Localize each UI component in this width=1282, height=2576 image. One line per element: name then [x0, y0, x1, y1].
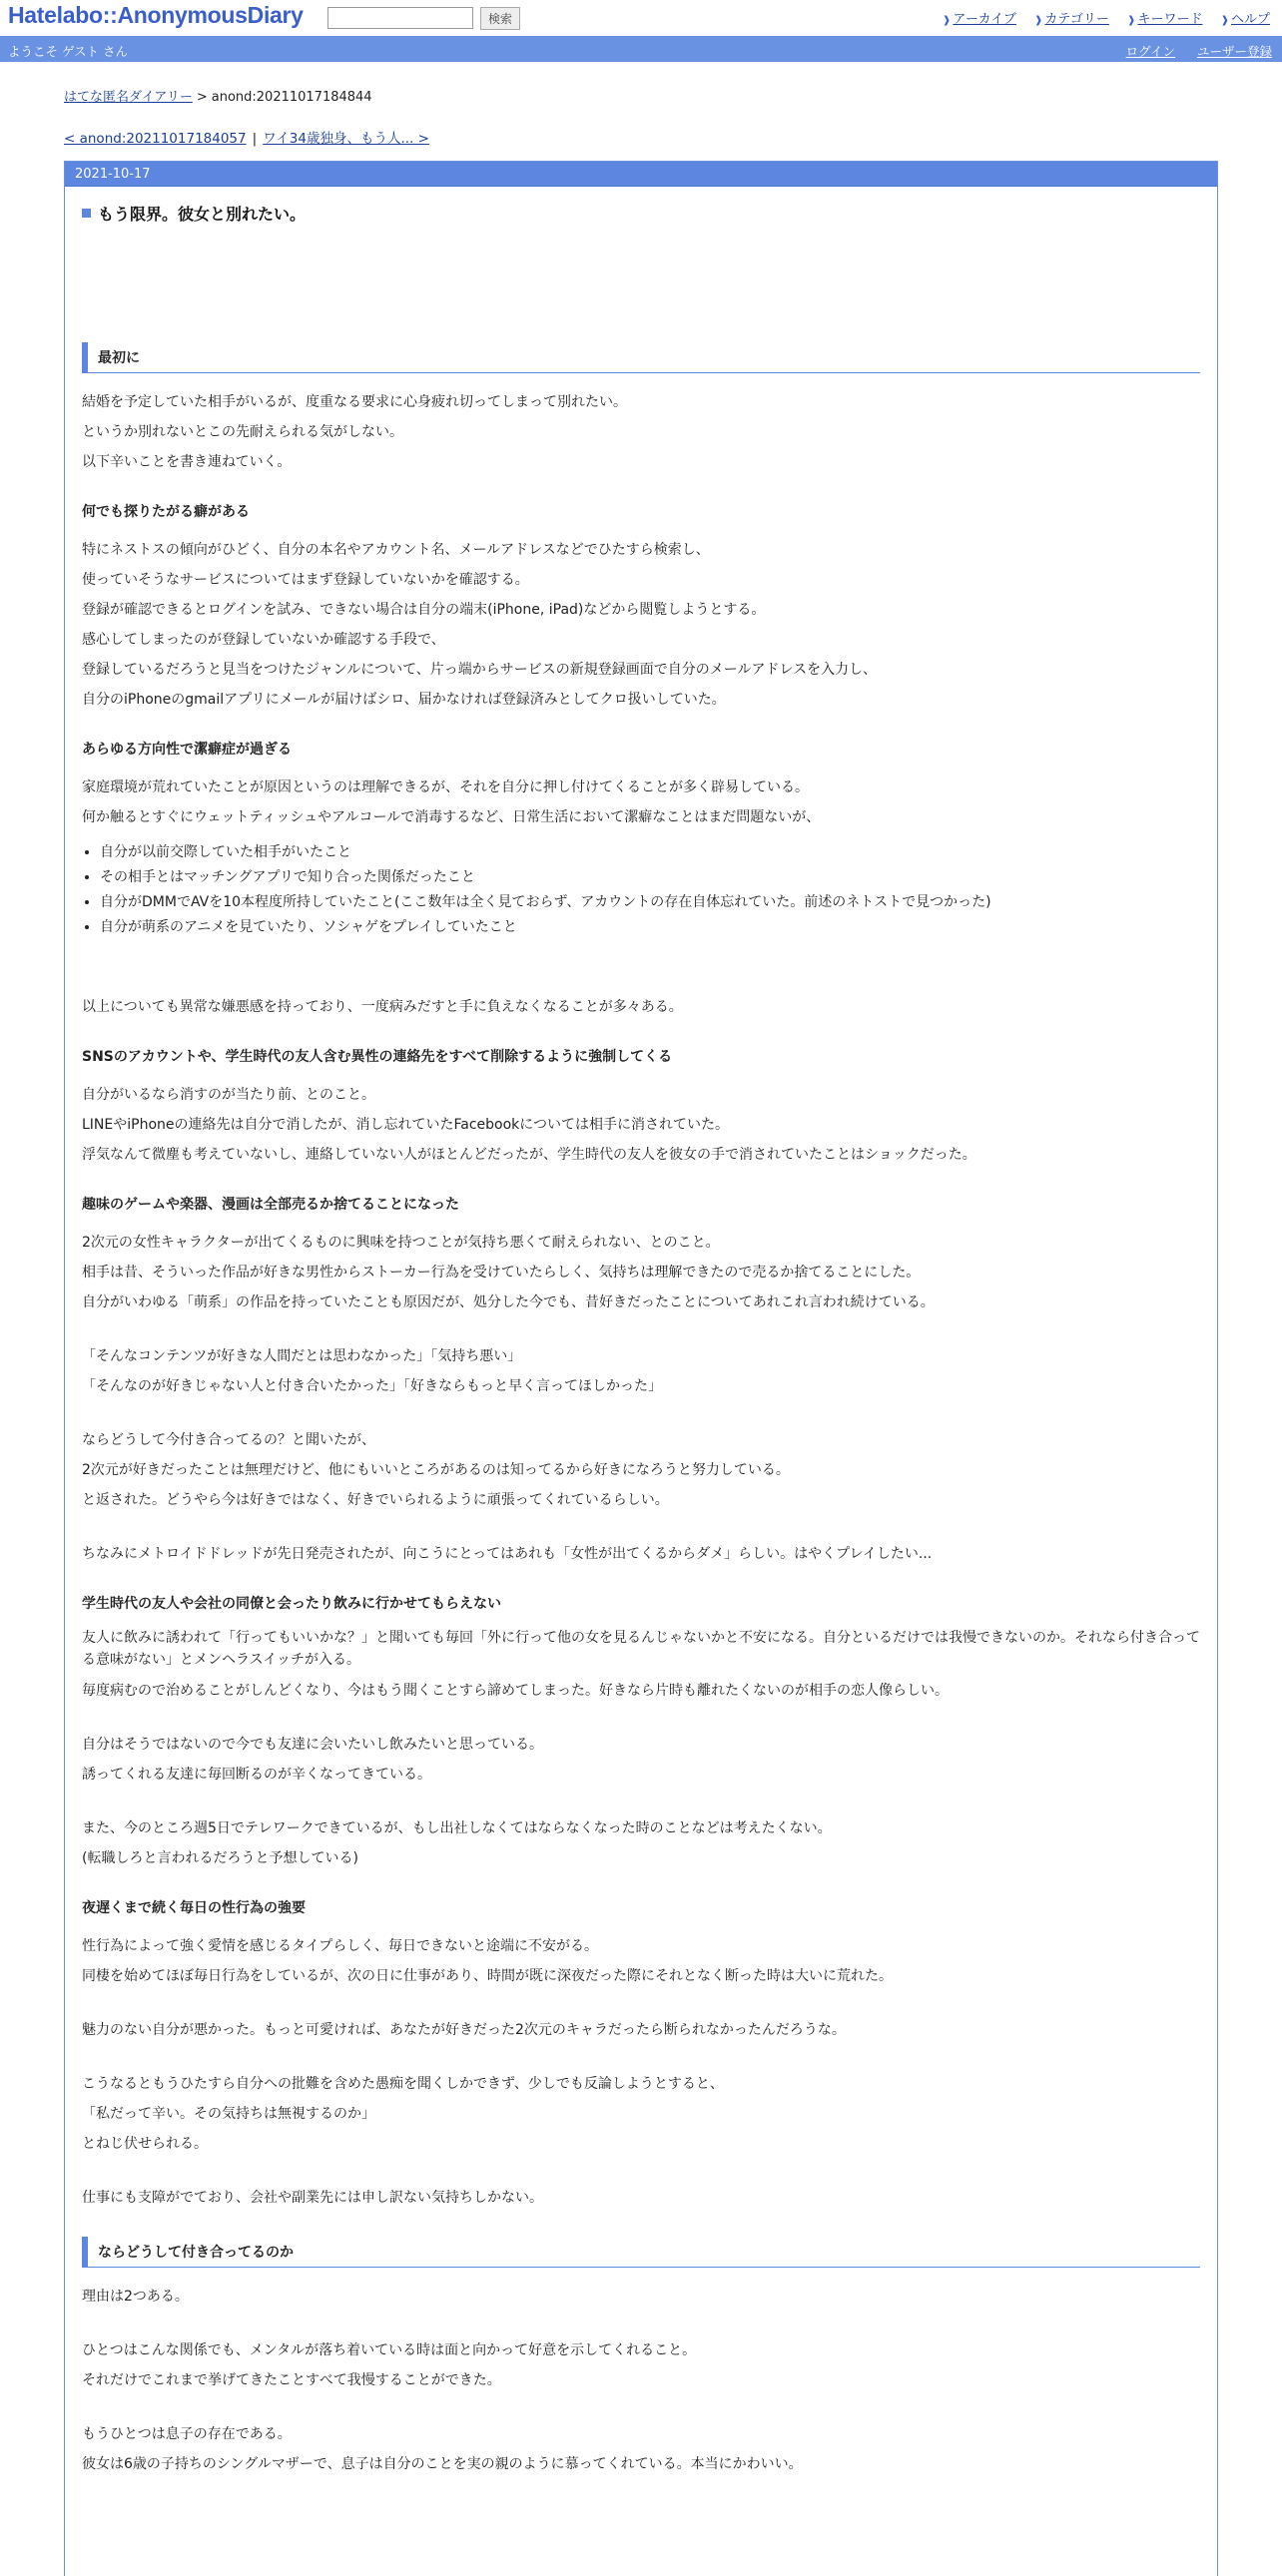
breadcrumb-home-link[interactable]: はてな匿名ダイアリー [64, 90, 193, 105]
paragraph: 以下辛いことを書き連ねていく。 [82, 454, 292, 470]
banner [0, 0, 1282, 36]
paragraph: 同棲を始めてほぼ毎日行為をしているが、次の日に仕事があり、時間が既に深夜だった際にそれとなく断った時は大いに荒れた。 [82, 1968, 893, 1984]
paragraph: 魅力のない自分が悪かった。もっと可愛ければ、あなたが好きだった2次元のキャラだったら断られなかったんだろうな。 [82, 2022, 846, 2038]
heading-snoop: 何でも探りたがる癖がある [82, 504, 250, 520]
breadcrumb [64, 86, 372, 105]
heading-friends: 学生時代の友人や会社の同僚と会ったり飲みに行かせてもらえない [82, 1596, 501, 1612]
paragraph: もうひとつは息子の存在である。 [82, 2426, 292, 2442]
paragraph: また、今のところ週5日でテレワークできているが、もし出社しなくてはならなくなった時のことなどは考えたくない。 [82, 1820, 832, 1836]
prev-entry-link[interactable]: < anond:20211017184057 [64, 131, 247, 147]
heading-night: 夜遅くまで続く毎日の性行為の強要 [82, 1900, 306, 1916]
paragraph: 浮気なんて微塵も考えていないし、連絡していない人がほとんどだったが、学生時代の友人を彼女の手で消されていたことはショックだった。 [82, 1147, 976, 1163]
heading-first: 最初に [82, 342, 1200, 373]
paragraph: 毎度病むので治めることがしんどくなり、今はもう聞くことすら諦めてしまった。好きなら片時も離れたくないのが相手の恋人像らしい。 [82, 1683, 949, 1699]
paragraph: 「そんなのが好きじゃない人と付き合いたかった」「好きならもっと早く言ってほしかった」 [82, 1378, 662, 1394]
paragraph: 仕事にも支障がでており、会社や副業先には申し訳ない気持ちしかない。 [82, 2190, 543, 2206]
paragraph: 2次元が好きだったことは無理だけど、他にもいいところがあるのは知ってるから好きになろうと努力している。 [82, 1462, 790, 1478]
paragraph: 登録が確認できるとログインを試み、できない場合は自分の端末(iPhone, iPad)などから閲覧しようとする。 [82, 602, 766, 618]
entry-title [82, 202, 1200, 225]
paragraph: 「そんなコンテンツが好きな人間だとは思わなかった」「気持ち悪い」 [82, 1348, 522, 1364]
permalink-square-icon[interactable] [82, 209, 91, 218]
chevron-right-icon: ❱ [1034, 15, 1043, 26]
paragraph: 何か触るとすぐにウェットティッシュやアルコールで消毒するなど、日常生活において潔癖なことはまだ問題ないが、 [82, 809, 821, 825]
paragraph: 感心してしまったのが登録していないか確認する手段で、 [82, 632, 445, 648]
paragraph: 自分はそうではないので今でも友達に会いたいし飲みたいと思っている。 [82, 1737, 543, 1753]
entry-section [65, 202, 1217, 2479]
paragraph: 友人に飲みに誘われて「行ってもいいかな？」と聞いても毎回「外に行って他の女を見るんじゃないかと不安になる。自分といるだけでは我慢できないのか。それなら付き合ってる意味がない」とメンヘラスイッチが入る。 [82, 1630, 1200, 1668]
chevron-right-icon: ❱ [1220, 15, 1229, 26]
paragraph: というか別れないとこの先耐えられる気がしない。 [82, 424, 403, 440]
paragraph: 性行為によって強く愛情を感じるタイプらしく、毎日できないと途端に不安がる。 [82, 1938, 599, 1954]
pager [64, 127, 429, 147]
paragraph: こうなるともうひたすら自分への批難を含めた愚痴を聞くしかできず、少しでも反論しようとすると、 [82, 2076, 724, 2092]
heading-clean: あらゆる方向性で潔癖症が過ぎる [82, 742, 292, 758]
paragraph: 結婚を予定していた相手がいるが、度重なる要求に心身疲れ切ってしまって別れたい。 [82, 394, 627, 410]
login-link[interactable]: ログイン [1125, 44, 1175, 59]
nav-keyword-link[interactable]: キーワード [1137, 12, 1203, 27]
list-item: • 自分がDMMでAVを10本程度所持していたこと(ここ数年は全く見ておらず、アカウントの存在自体忘れていた。前述のネトストで見つかった) [100, 890, 1200, 915]
paragraph: 彼女は6歳の子持ちのシングルマザーで、息子は自分のことを実の親のように慕ってくれている。本当にかわいい。 [82, 2456, 803, 2472]
diary-day [64, 161, 1218, 2576]
list-item: • 自分が以前交際していた相手がいたこと [100, 840, 1200, 865]
chevron-right-icon: ❱ [1127, 15, 1136, 26]
list-item: • 自分が萌系のアニメを見ていたり、ソシャゲをプレイしていたこと [100, 915, 1200, 940]
pager-separator: | [252, 131, 258, 147]
paragraph: 自分がいわゆる「萌系」の作品を持っていたことも原因だが、処分した今でも、昔好きだったことについてあれこれ言われ続けている。 [82, 1294, 935, 1310]
paragraph: と返された。どうやら今は好きではなく、好きでいられるように頑張ってくれているらしい。 [82, 1492, 669, 1508]
paragraph: 自分のiPhoneのgmailアプリにメールが届けばシロ、届かなければ登録済みとしてクロ扱いしていた。 [82, 692, 726, 708]
welcome-text: ようこそ ゲスト さん [8, 44, 128, 59]
heading-hobby: 趣味のゲームや楽器、漫画は全部売るか捨てることになった [82, 1197, 459, 1213]
nav-help-link[interactable]: ヘルプ [1230, 12, 1270, 27]
search-button[interactable]: 検索 [480, 7, 520, 30]
site-logo[interactable]: Hatelabo::AnonymousDiary [8, 2, 304, 28]
paragraph: 特にネストスの傾向がひどく、自分の本名やアカウント名、メールアドレスなどでひたすら検索し、 [82, 542, 710, 558]
heading-why: ならどうして付き合ってるのか [82, 2237, 1200, 2268]
paragraph: 使っていそうなサービスについてはまず登録していないかを確認する。 [82, 572, 529, 588]
list-item: • その相手とはマッチングアプリで知り合った関係だったこと [100, 865, 1200, 890]
paragraph: それだけでこれまで挙げてきたことすべて我慢することができた。 [82, 2372, 501, 2388]
paragraph: ちなみにメトロイドドレッドが先日発売されたが、向こうにとってはあれも「女性が出てくるからダメ」らしい。はやくプレイしたい... [82, 1546, 933, 1562]
paragraph: LINEやiPhoneの連絡先は自分で消したが、消し忘れていたFacebookについては相手に消されていた。 [82, 1117, 730, 1133]
top-nav [929, 8, 1270, 27]
paragraph: 「私だって辛い。その気持ちは無視するのか」 [82, 2106, 375, 2122]
breadcrumb-current: anond:20211017184844 [211, 90, 372, 105]
breadcrumb-separator: > [196, 90, 208, 105]
nav-archive-link[interactable]: アーカイブ [953, 12, 1016, 27]
clean-list [82, 840, 1200, 940]
paragraph: 理由は2つある。 [82, 2289, 189, 2305]
chevron-right-icon: ❱ [942, 15, 952, 26]
paragraph: 家庭環境が荒れていたことが原因というのは理解できるが、それを自分に押し付けてくることが多く辟易している。 [82, 779, 809, 795]
paragraph: 誘ってくれる友達に毎回断るのが辛くなってきている。 [82, 1767, 431, 1783]
nav-category-link[interactable]: カテゴリー [1044, 12, 1109, 27]
paragraph: 2次元の女性キャラクターが出てくるものに興味を持つことが気持ち悪くて耐えられない、とのこと。 [82, 1235, 720, 1251]
paragraph: (転職しろと言われるだろうと予想している) [82, 1850, 358, 1866]
paragraph: 登録しているだろうと見当をつけたジャンルについて、片っ端からサービスの新規登録画面で自分のメールアドレスを入力し、 [82, 662, 878, 678]
paragraph: とねじ伏せられる。 [82, 2136, 208, 2152]
paragraph: ひとつはこんな関係でも、メンタルが落ち着いている時は面と向かって好意を示してくれること。 [82, 2342, 697, 2358]
heading-sns: SNSのアカウントや、学生時代の友人含む異性の連絡先をすべて削除するように強制してくる [82, 1049, 673, 1065]
paragraph: 自分がいるなら消すのが当たり前、とのこと。 [82, 1087, 375, 1103]
entry-title-text: もう限界。彼女と別れたい。 [98, 205, 307, 224]
paragraph: ならどうして今付き合ってるの？と聞いたが、 [82, 1432, 375, 1448]
paragraph: 以上についても異常な嫌悪感を持っており、一度病みだすと手に負えなくなることが多々ある。 [82, 999, 683, 1015]
day-date[interactable]: 2021-10-17 [65, 162, 1217, 187]
paragraph: 相手は昔、そういった作品が好きな男性からストーカー行為を受けていたらしく、気持ちは理解できたので売るか捨てることにした。 [82, 1265, 921, 1281]
search-input[interactable] [327, 7, 473, 29]
welcome-bar [0, 36, 1282, 62]
register-link[interactable]: ユーザー登録 [1196, 44, 1272, 59]
next-entry-link[interactable]: ワイ34歳独身、もう人... > [263, 131, 429, 147]
